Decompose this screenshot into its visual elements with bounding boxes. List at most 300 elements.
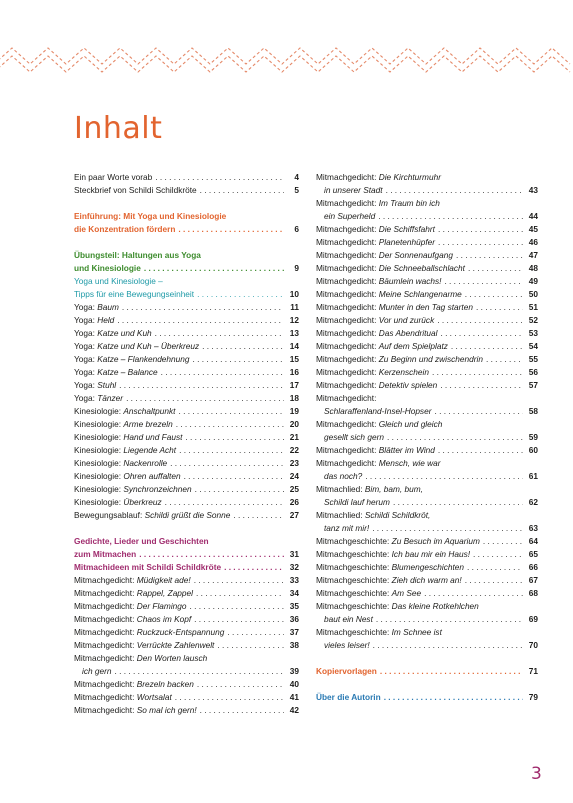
- toc-entry[interactable]: [316, 457, 538, 470]
- toc-entry-subtitle: Bim, bam, bum,: [364, 484, 423, 494]
- toc-entry[interactable]: [316, 353, 538, 366]
- toc-page-number: 46: [528, 237, 538, 247]
- leader-dots: [193, 353, 285, 366]
- toc-page-number: 22: [289, 445, 299, 455]
- leader-dots: [483, 535, 523, 548]
- toc-entry[interactable]: [316, 483, 538, 496]
- toc-page-number: 62: [528, 497, 538, 507]
- leader-dots: [224, 561, 284, 574]
- toc-entry-label: Mitmachlied:: [316, 484, 365, 494]
- leader-dots: [161, 366, 284, 379]
- leader-dots: [119, 379, 284, 392]
- toc-entry[interactable]: [74, 587, 299, 600]
- toc-entry-label: Steckbrief von Schildi Schildkröte: [74, 185, 197, 195]
- toc-entry[interactable]: [316, 262, 538, 275]
- toc-entry[interactable]: [316, 249, 538, 262]
- toc-entry-label: Mitmachgedicht:: [74, 640, 137, 650]
- toc-entry-label: Mitmachgedicht:: [316, 263, 379, 273]
- toc-entry-label: Mitmachgedicht:: [74, 679, 137, 689]
- toc-entry-subtitle: Das kleine Rotkehlchen: [391, 601, 479, 611]
- toc-entry-label: Kopiervorlagen: [316, 666, 377, 676]
- toc-entry-subtitle: Zu Beginn und zwischendrin: [378, 354, 483, 364]
- toc-page-number: 35: [289, 601, 299, 611]
- toc-entry-label: Yoga:: [74, 367, 98, 377]
- toc-entry-subtitle: Schlaraffenland-Insel-Hopser: [324, 406, 432, 416]
- toc-entry-label: Mitmachgeschichte:: [316, 562, 392, 572]
- leader-dots: [380, 665, 523, 678]
- toc-entry-subtitle: Synchronzeichnen: [123, 484, 192, 494]
- toc-entry[interactable]: [74, 678, 299, 691]
- toc-page-number: 64: [528, 536, 538, 546]
- toc-entry-subtitle: Schildi grüßt die Sonne: [144, 510, 231, 520]
- toc-entry[interactable]: [74, 470, 299, 483]
- toc-entry-title: [324, 496, 390, 509]
- toc-entry-label: Yoga:: [74, 341, 98, 351]
- toc-entry-label: Mitmachideen mit Schildi Schildkröte: [74, 562, 222, 572]
- toc-entry-label: Mitmachgedicht:: [316, 172, 379, 182]
- toc-entry-title: [74, 574, 191, 587]
- toc-entry-subtitle: Auf dem Spielplatz: [378, 341, 448, 351]
- toc-entry[interactable]: [74, 327, 299, 340]
- toc-entry[interactable]: [316, 626, 538, 639]
- toc-entry-title: [316, 249, 453, 262]
- toc-entry[interactable]: [316, 509, 538, 522]
- toc-entry-title: [316, 340, 448, 353]
- toc-entry-title: [316, 444, 435, 457]
- toc-page-number: 37: [289, 627, 299, 637]
- leader-dots: [451, 340, 523, 353]
- leader-dots: [378, 210, 523, 223]
- toc-entry-subtitle: Liegende Acht: [123, 445, 177, 455]
- toc-spacer: [74, 522, 299, 535]
- toc-page-number: 50: [528, 289, 538, 299]
- toc-entry[interactable]: [316, 392, 538, 405]
- toc-entry[interactable]: [316, 548, 538, 561]
- toc-entry-title: [74, 392, 123, 405]
- toc-page-number: 55: [528, 354, 538, 364]
- toc-entry-subtitle: Verrückte Zahlenwelt: [136, 640, 215, 650]
- toc-spacer: [74, 236, 299, 249]
- toc-entry-title: [74, 678, 194, 691]
- toc-entry[interactable]: [74, 704, 299, 717]
- toc-entry[interactable]: [316, 405, 538, 418]
- toc-entry-title: [74, 691, 172, 704]
- leader-dots: [122, 301, 284, 314]
- toc-entry-label: Kinesiologie:: [74, 445, 124, 455]
- toc-entry-subtitle: Held: [97, 315, 115, 325]
- leader-dots: [424, 587, 523, 600]
- toc-entry-label: Mitmachgedicht:: [316, 328, 379, 338]
- toc-entry[interactable]: [74, 184, 299, 197]
- toc-page-number: 39: [289, 666, 299, 676]
- zigzag-stitch-border: [0, 44, 573, 76]
- toc-entry[interactable]: [74, 496, 299, 509]
- leader-dots: [195, 483, 284, 496]
- leader-dots: [165, 496, 284, 509]
- toc-entry[interactable]: [74, 665, 299, 678]
- leader-dots: [194, 574, 284, 587]
- toc-entry[interactable]: [74, 418, 299, 431]
- toc-entry-subtitle: Mensch, wie war: [378, 458, 441, 468]
- toc-entry-label: Mitmachgeschichte:: [316, 627, 392, 637]
- toc-page-number: 45: [528, 224, 538, 234]
- toc-page-number: 5: [294, 185, 299, 195]
- leader-dots: [155, 171, 284, 184]
- toc-entry[interactable]: [74, 613, 299, 626]
- toc-entry[interactable]: [316, 613, 538, 626]
- toc-entry[interactable]: [74, 223, 299, 236]
- toc-entry-subtitle: in unserer Stadt: [324, 185, 383, 195]
- toc-entry-subtitle: Blumengeschichten: [391, 562, 465, 572]
- toc-page-number: 47: [528, 250, 538, 260]
- toc-page-number: 17: [289, 380, 299, 390]
- toc-entry[interactable]: [74, 379, 299, 392]
- toc-entry[interactable]: [74, 509, 299, 522]
- toc-entry[interactable]: [316, 444, 538, 457]
- toc-entry-label: Mitmachgeschichte:: [316, 601, 392, 611]
- toc-entry[interactable]: [74, 262, 299, 275]
- toc-entry[interactable]: [74, 392, 299, 405]
- toc-entry-subtitle: Im Traum bin ich: [378, 198, 440, 208]
- toc-page-number: 16: [289, 367, 299, 377]
- toc-entry[interactable]: [316, 288, 538, 301]
- toc-entry-subtitle: Detektiv spielen: [378, 380, 438, 390]
- toc-entry[interactable]: [316, 600, 538, 613]
- toc-page-number: 38: [289, 640, 299, 650]
- toc-entry-subtitle: ein Superheld: [324, 211, 376, 221]
- toc-entry-label: Mitmachgedicht:: [316, 224, 379, 234]
- toc-entry-label: Yoga:: [74, 328, 98, 338]
- toc-entry-title: [316, 379, 437, 392]
- leader-dots: [200, 184, 284, 197]
- toc-entry-label: Kinesiologie:: [74, 484, 124, 494]
- toc-entry-subtitle: Katze und Kuh: [97, 328, 152, 338]
- toc-entry-label: Mitmachgedicht:: [74, 627, 137, 637]
- leader-dots: [202, 340, 284, 353]
- toc-entry-title: [324, 210, 375, 223]
- toc-entry[interactable]: [316, 587, 538, 600]
- toc-page-number: 69: [528, 614, 538, 624]
- toc-entry-label: Ein paar Worte vorab: [74, 172, 153, 182]
- leader-dots: [468, 262, 523, 275]
- leader-dots: [373, 639, 523, 652]
- toc-entry[interactable]: [74, 366, 299, 379]
- toc-entry-subtitle: Der Sonnenaufgang: [378, 250, 453, 260]
- toc-entry-subtitle: baut ein Nest: [324, 614, 373, 624]
- toc-entry-label: Mitmachgedicht:: [316, 302, 379, 312]
- toc-entry-label: Yoga:: [74, 302, 98, 312]
- leader-dots: [185, 431, 284, 444]
- toc-entry-subtitle: Planetenhüpfer: [378, 237, 435, 247]
- toc-entry-title: [74, 509, 230, 522]
- toc-entry-title: [74, 405, 175, 418]
- leader-dots: [176, 418, 284, 431]
- toc-entry[interactable]: [74, 548, 299, 561]
- toc-page-number: 19: [289, 406, 299, 416]
- toc-entry-subtitle: Tänzer: [97, 393, 124, 403]
- toc-entry-title: [74, 535, 209, 548]
- toc-entry-label: Bewegungsablauf:: [74, 510, 145, 520]
- toc-entry[interactable]: [74, 249, 299, 262]
- toc-entry[interactable]: [74, 652, 299, 665]
- toc-entry[interactable]: [74, 600, 299, 613]
- toc-entry-subtitle: Katze und Kuh – Überkreuz: [97, 341, 200, 351]
- toc-entry-label: Mitmachgedicht:: [74, 705, 137, 715]
- toc-entry[interactable]: [316, 301, 538, 314]
- toc-entry[interactable]: [316, 366, 538, 379]
- toc-entry-title: [74, 210, 226, 223]
- leader-dots: [196, 587, 284, 600]
- leader-dots: [473, 548, 523, 561]
- toc-page-number: 12: [289, 315, 299, 325]
- toc-entry[interactable]: [316, 379, 538, 392]
- toc-entry[interactable]: [316, 223, 538, 236]
- toc-entry[interactable]: [316, 418, 538, 431]
- toc-entry[interactable]: [316, 691, 538, 704]
- toc-entry[interactable]: [316, 314, 538, 327]
- toc-entry-title: [74, 366, 158, 379]
- toc-entry[interactable]: [316, 431, 538, 444]
- toc-page-number: 48: [528, 263, 538, 273]
- toc-entry-title: [74, 340, 199, 353]
- toc-entry[interactable]: [316, 470, 538, 483]
- toc-entry-subtitle: Schildi lauf herum: [324, 497, 390, 507]
- toc-column-left: [74, 171, 299, 717]
- leader-dots: [365, 470, 523, 483]
- toc-entry-title: [74, 483, 192, 496]
- toc-entry[interactable]: [316, 496, 538, 509]
- toc-column-right: [316, 171, 538, 704]
- toc-entry-label: Mitmachgedicht:: [74, 614, 137, 624]
- toc-entry-label: zum Mitmachen: [74, 549, 137, 559]
- toc-entry[interactable]: [316, 184, 538, 197]
- toc-page-number: 21: [289, 432, 299, 442]
- toc-entry[interactable]: [74, 405, 299, 418]
- leader-dots: [465, 288, 523, 301]
- toc-entry-title: [74, 223, 175, 236]
- toc-entry-title: [316, 587, 421, 600]
- toc-entry-title: [316, 626, 442, 639]
- toc-entry[interactable]: [316, 561, 538, 574]
- toc-entry[interactable]: [74, 171, 299, 184]
- toc-page-number: 10: [289, 289, 299, 299]
- toc-entry-title: [316, 457, 441, 470]
- toc-entry-title: [324, 405, 431, 418]
- toc-entry-title: [74, 249, 201, 262]
- toc-entry-subtitle: Schildi Schildkröt,: [364, 510, 431, 520]
- leader-dots: [139, 548, 284, 561]
- toc-page-number: 59: [528, 432, 538, 442]
- toc-entry-subtitle: Rappel, Zappel: [136, 588, 193, 598]
- toc-entry[interactable]: [316, 535, 538, 548]
- toc-entry[interactable]: [316, 522, 538, 535]
- toc-entry-label: Kinesiologie:: [74, 471, 124, 481]
- toc-entry-label: die Konzentration fördern: [74, 224, 176, 234]
- toc-entry-subtitle: Munter in den Tag starten: [378, 302, 473, 312]
- toc-entry-subtitle: Hand und Faust: [123, 432, 183, 442]
- toc-entry-title: [74, 353, 190, 366]
- toc-page-number: 32: [289, 562, 299, 572]
- toc-page-number: 27: [289, 510, 299, 520]
- toc-entry-subtitle: Brezeln backen: [136, 679, 194, 689]
- toc-page-number: 60: [528, 445, 538, 455]
- toc-entry-subtitle: Die Schiffsfahrt: [378, 224, 435, 234]
- leader-dots: [440, 327, 523, 340]
- toc-entry[interactable]: [74, 301, 299, 314]
- leader-dots: [386, 184, 523, 197]
- toc-page-number: 53: [528, 328, 538, 338]
- toc-entry[interactable]: [316, 639, 538, 652]
- toc-entry[interactable]: [74, 483, 299, 496]
- toc-entry-title: [82, 665, 112, 678]
- toc-entry-subtitle: Nackenrolle: [123, 458, 168, 468]
- toc-page-number: 57: [528, 380, 538, 390]
- toc-entry-title: [316, 418, 442, 431]
- toc-entry-subtitle: Das Abendritual: [378, 328, 438, 338]
- toc-entry-label: Mitmachgedicht:: [74, 692, 137, 702]
- toc-entry-title: [316, 314, 434, 327]
- toc-entry[interactable]: [74, 535, 299, 548]
- toc-entry-label: Kinesiologie:: [74, 419, 124, 429]
- toc-entry[interactable]: [74, 444, 299, 457]
- toc-entry-subtitle: So mal ich gern!: [136, 705, 197, 715]
- toc-entry-title: [74, 496, 162, 509]
- toc-entry-label: Mitmachlied:: [316, 510, 365, 520]
- toc-entry-title: [316, 262, 465, 275]
- toc-entry-title: [74, 626, 224, 639]
- toc-entry-title: [74, 314, 114, 327]
- toc-page-number: 25: [289, 484, 299, 494]
- leader-dots: [438, 236, 523, 249]
- leader-dots: [115, 665, 284, 678]
- leader-dots: [233, 509, 284, 522]
- toc-entry-title: [74, 470, 181, 483]
- toc-page-number: 20: [289, 419, 299, 429]
- toc-entry[interactable]: [74, 431, 299, 444]
- leader-dots: [194, 613, 284, 626]
- toc-entry[interactable]: [74, 353, 299, 366]
- toc-entry[interactable]: [316, 340, 538, 353]
- toc-entry[interactable]: [74, 457, 299, 470]
- leader-dots: [155, 327, 284, 340]
- toc-entry-label: Mitmachgedicht:: [316, 380, 379, 390]
- toc-entry-title: [74, 171, 152, 184]
- toc-page-number: 67: [528, 575, 538, 585]
- toc-entry-subtitle: Wortsalat: [136, 692, 172, 702]
- toc-entry[interactable]: [74, 340, 299, 353]
- toc-page-number: 54: [528, 341, 538, 351]
- toc-entry-label: Mitmachgeschichte:: [316, 588, 392, 598]
- leader-dots: [387, 431, 523, 444]
- toc-entry-title: [74, 444, 176, 457]
- toc-entry[interactable]: [316, 236, 538, 249]
- leader-dots: [438, 444, 523, 457]
- toc-page-number: 43: [528, 185, 538, 195]
- toc-page-number: 6: [294, 224, 299, 234]
- toc-entry[interactable]: [316, 197, 538, 210]
- toc-entry-title: [316, 236, 435, 249]
- toc-entry[interactable]: [74, 626, 299, 639]
- leader-dots: [465, 574, 523, 587]
- toc-entry-title: [74, 639, 214, 652]
- toc-entry-label: Yoga und Kinesiologie –: [74, 276, 163, 286]
- toc-entry-title: [324, 470, 362, 483]
- toc-entry-subtitle: Ohren auffalten: [123, 471, 181, 481]
- leader-dots: [197, 678, 284, 691]
- toc-entry-title: [74, 457, 167, 470]
- toc-entry[interactable]: [316, 665, 538, 678]
- toc-entry[interactable]: [74, 275, 299, 288]
- toc-entry-label: Mitmachgedicht:: [316, 419, 379, 429]
- toc-entry-title: [324, 639, 370, 652]
- toc-page-number: 58: [528, 406, 538, 416]
- toc-entry[interactable]: [74, 574, 299, 587]
- toc-entry[interactable]: [316, 574, 538, 587]
- toc-page-number: 42: [289, 705, 299, 715]
- toc-entry-title: [316, 574, 462, 587]
- leader-dots: [178, 405, 284, 418]
- toc-entry-subtitle: Ich bau mir ein Haus!: [391, 549, 471, 559]
- toc-entry-title: [74, 600, 187, 613]
- toc-entry-subtitle: Vor und zurück: [378, 315, 435, 325]
- leader-dots: [178, 223, 284, 236]
- toc-entry-label: Einführung: Mit Yoga und Kinesiologie: [74, 211, 227, 221]
- toc-entry[interactable]: [74, 561, 299, 574]
- toc-entry[interactable]: [74, 639, 299, 652]
- toc-entry-label: Mitmachgedicht:: [316, 458, 379, 468]
- leader-dots: [190, 600, 284, 613]
- toc-entry-label: Gedichte, Lieder und Geschichten: [74, 536, 209, 546]
- toc-entry[interactable]: [316, 210, 538, 223]
- leader-dots: [170, 457, 284, 470]
- toc-entry[interactable]: [316, 275, 538, 288]
- leader-dots: [432, 366, 523, 379]
- toc-entry-subtitle: Müdigkeit ade!: [136, 575, 191, 585]
- toc-entry[interactable]: [74, 288, 299, 301]
- toc-entry[interactable]: [74, 210, 299, 223]
- toc-entry-subtitle: Chaos im Kopf: [136, 614, 192, 624]
- toc-entry[interactable]: [316, 327, 538, 340]
- toc-entry-label: Mitmachgedicht:: [316, 367, 379, 377]
- toc-entry-title: [324, 613, 373, 626]
- leader-dots: [456, 249, 523, 262]
- toc-entry-subtitle: Der Flamingo: [136, 601, 187, 611]
- toc-entry-title: [316, 223, 435, 236]
- toc-page-number: 52: [528, 315, 538, 325]
- toc-entry[interactable]: [316, 171, 538, 184]
- toc-page-number: 14: [289, 341, 299, 351]
- toc-entry-subtitle: Den Worten lausch: [136, 653, 208, 663]
- toc-page-number: 23: [289, 458, 299, 468]
- leader-dots: [179, 444, 284, 457]
- toc-entry-title: [316, 691, 381, 704]
- toc-page-number: 49: [528, 276, 538, 286]
- toc-entry-subtitle: Zieh dich warm an!: [391, 575, 462, 585]
- leader-dots: [437, 314, 523, 327]
- toc-entry[interactable]: [74, 314, 299, 327]
- toc-entry-title: [74, 379, 116, 392]
- toc-page-number: 79: [528, 692, 538, 702]
- toc-entry[interactable]: [74, 691, 299, 704]
- toc-entry-label: Mitmachgedicht:: [316, 341, 379, 351]
- toc-entry-label: Kinesiologie:: [74, 406, 124, 416]
- toc-page-number: 68: [528, 588, 538, 598]
- toc-entry-title: [74, 561, 221, 574]
- toc-entry-label: Kinesiologie:: [74, 497, 124, 507]
- leader-dots: [217, 639, 284, 652]
- toc-entry-title: [316, 327, 437, 340]
- toc-entry-subtitle: Gleich und gleich: [378, 419, 443, 429]
